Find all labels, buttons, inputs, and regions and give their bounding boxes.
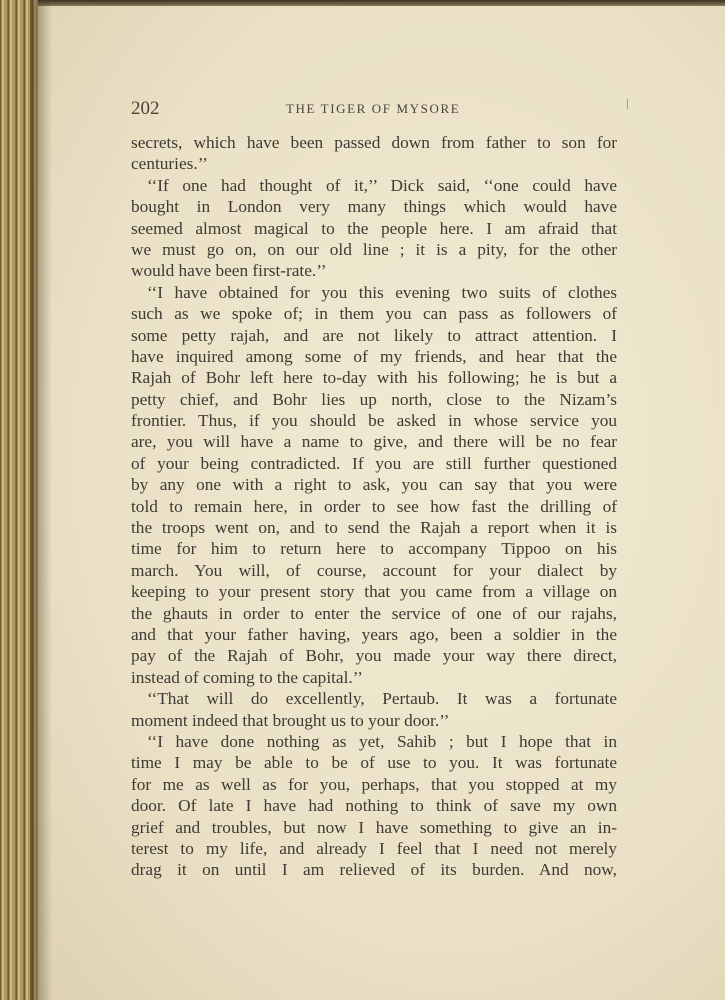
text-line: keeping to your present story that you came from a village on bbox=[131, 582, 617, 602]
text-line: terest to my life, and already I feel that I need not merely bbox=[131, 838, 617, 858]
text-line: time I may be able to be of use to you. It was fortunate bbox=[131, 753, 617, 773]
text-line: are, you will have a name to give, and there will be no fear bbox=[131, 432, 617, 452]
text-line: we must go on, on our old line ; it is a pity, for the other bbox=[131, 239, 617, 259]
text-line: seemed almost magical to the people here. I am afraid that bbox=[131, 218, 617, 238]
text-line: ‘‘I have done nothing as yet, Sahib ; but I hope that in bbox=[147, 731, 617, 751]
body-text bbox=[131, 132, 617, 881]
text-line: secrets, which have been passed down from father to son for bbox=[131, 133, 617, 152]
text-line: ‘‘I have obtained for you this evening two suits of clothes bbox=[147, 282, 617, 302]
text-line: centuries.’’ bbox=[131, 154, 208, 174]
text-line: would have been first-rate.’’ bbox=[131, 261, 327, 281]
text-line: of your being contradicted. If you are still further questioned bbox=[131, 453, 617, 473]
running-title: THE TIGER OF MYSORE bbox=[286, 101, 461, 116]
text-line: instead of coming to the capital.’’ bbox=[131, 667, 363, 687]
text-line: some petty rajah, and are not likely to attract attention. I bbox=[131, 325, 617, 345]
text-line: ‘‘That will do excellently, Pertaub. It was a fortunate bbox=[147, 689, 617, 709]
text-line: time for him to return here to accompany Tippoo on his bbox=[131, 539, 617, 559]
text-line: by any one with a right to ask, you can say that you were bbox=[131, 475, 617, 495]
text-line: moment indeed that brought us to your door.’’ bbox=[131, 710, 450, 730]
text-line: Rajah of Bohr left here to-day with his following; he is but a bbox=[131, 368, 617, 388]
text-line: and that your father having, years ago, been a soldier in the bbox=[131, 624, 617, 644]
gutter-shadow bbox=[30, 0, 52, 1000]
text-line: door. Of late I have had nothing to think of save my own bbox=[131, 796, 617, 816]
text-line: drag it on until I am relieved of its burden. And now, bbox=[131, 860, 617, 880]
text-line: ‘‘If one had thought of it,’’ Dick said, ‘‘one could have bbox=[147, 175, 617, 195]
page-number: 202 bbox=[131, 98, 160, 119]
text-line: such as we spoke of; in them you can pass as followers of bbox=[131, 304, 617, 324]
text-line: pay of the Rajah of Bohr, you made your way there direct, bbox=[131, 646, 617, 666]
text-line: have inquired among some of my friends, and hear that the bbox=[131, 346, 617, 366]
page-header bbox=[131, 98, 617, 122]
text-line: told to remain here, in order to see how fast the drilling of bbox=[131, 496, 617, 516]
text-line: march. You will, of course, account for your dialect by bbox=[131, 560, 617, 580]
text-line: the ghauts in order to enter the service of one of our rajahs, bbox=[131, 603, 617, 623]
text-line: bought in London very many things which would have bbox=[131, 197, 617, 217]
text-line: petty chief, and Bohr lies up north, close to the Nizam’s bbox=[131, 389, 617, 409]
text-line: the troops went on, and to send the Rajah a report when it is bbox=[131, 518, 617, 538]
margin-mark bbox=[627, 99, 628, 109]
text-line: frontier. Thus, if you should be asked in whose service you bbox=[131, 411, 617, 431]
text-line: grief and troubles, but now I have something to give an in- bbox=[131, 817, 617, 837]
text-line: for me as well as for you, perhaps, that you stopped at my bbox=[131, 774, 617, 794]
